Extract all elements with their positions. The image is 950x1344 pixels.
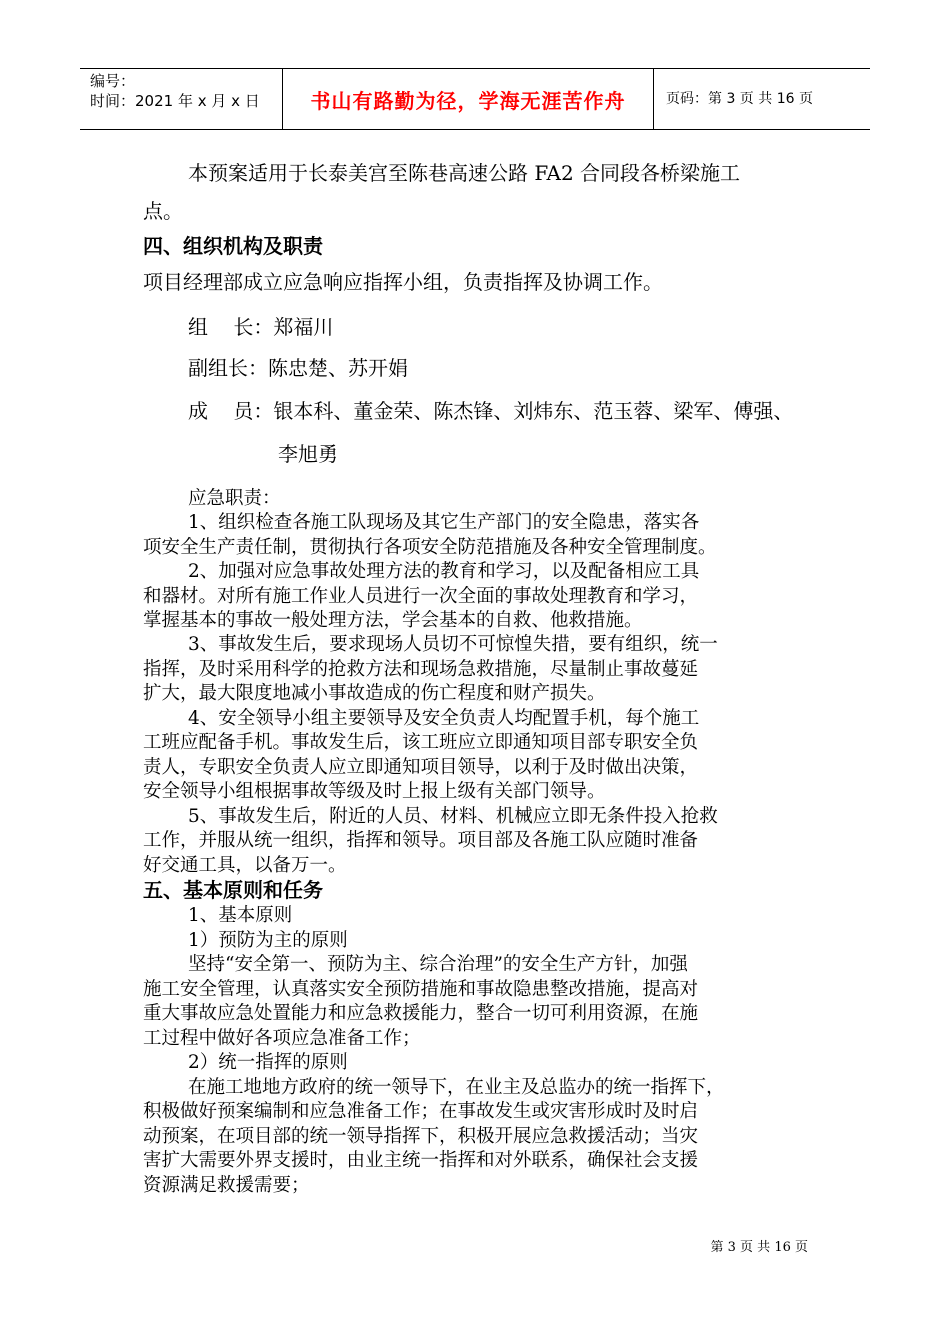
duty-line: 工班应配备手机。事故发生后，该工班应立即通知项目部专职安全负 (143, 732, 699, 753)
duty-line: 责人，专职安全负责人应立即通知项目领导，以利于及时做出决策， (143, 757, 699, 778)
principle-line: 在施工地地方政府的统一领导下，在业主及总监办的统一指挥下， (188, 1077, 725, 1098)
header-meta (80, 69, 282, 129)
leader-line: 组 长：郑福川 (188, 315, 334, 339)
section-heading: 五、基本原则和任务 (143, 878, 323, 902)
duty-line: 扩大，最大限度地减小事故造成的伤亡程度和财产损失。 (143, 683, 606, 704)
duty-line: 2、加强对应急事故处理方法的教育和学习，以及配备相应工具 (188, 561, 700, 582)
principle-line: 坚持“安全第一、预防为主、综合治理”的安全生产方针，加强 (188, 954, 688, 975)
section-heading: 四、组织机构及职责 (143, 234, 323, 258)
section-intro: 项目经理部成立应急响应指挥小组，负责指挥及协调工作。 (143, 270, 663, 294)
principle-line: 积极做好预案编制和应急准备工作；在事故发生或灾害形成时及时启 (143, 1101, 699, 1122)
principle-title: 2）统一指挥的原则 (188, 1052, 348, 1073)
principle-line: 资源满足救援需要； (143, 1175, 310, 1196)
duty-line: 3、事故发生后，要求现场人员切不可惊惶失措，要有组织，统一 (188, 634, 718, 655)
duty-line: 项安全生产责任制，贯彻执行各项安全防范措施及各种安全管理制度。 (143, 537, 717, 558)
header-motto: 书山有路勤为径，学海无涯苦作舟 (310, 89, 626, 113)
duty-line: 指挥，及时采用科学的抢救方法和现场急救措施，尽量制止事故蔓延 (143, 659, 699, 680)
duties-label: 应急职责： (188, 488, 281, 509)
principle-line: 重大事故应急处置能力和应急救援能力，整合一切可利用资源，在施 (143, 1003, 699, 1024)
duty-line: 工作，并服从统一组织，指挥和领导。项目部及各施工队应随时准备 (143, 830, 699, 851)
page-header (80, 68, 870, 130)
subsection-title: 1、基本原则 (188, 905, 293, 926)
principle-line: 施工安全管理，认真落实安全预防措施和事故隐患整改措施，提高对 (143, 979, 699, 1000)
principle-line: 动预案，在项目部的统一领导指挥下，积极开展应急救援活动；当灾 (143, 1126, 699, 1147)
members-line: 成 员：银本科、董金荣、陈杰锋、刘炜东、范玉蓉、梁军、傅强、 (188, 399, 794, 423)
duty-line: 好交通工具，以备万一。 (143, 855, 347, 876)
scope-paragraph-line: 点。 (143, 199, 183, 223)
header-motto-cell (282, 69, 654, 129)
duty-line: 安全领导小组根据事故等级及时上报上级有关部门领导。 (143, 781, 606, 802)
duty-line: 4、安全领导小组主要领导及安全负责人均配置手机，每个施工 (188, 708, 700, 729)
duty-line: 和器材。对所有施工作业人员进行一次全面的事故处理教育和学习， (143, 586, 699, 607)
vice-leader-line: 副组长：陈忠楚、苏开娟 (188, 356, 408, 380)
document-number-label: 编号： (90, 72, 136, 90)
duty-line: 1、组织检查各施工队现场及其它生产部门的安全隐患，落实各 (188, 512, 700, 533)
duty-line: 掌握基本的事故一般处理方法，学会基本的自救、他救措施。 (143, 610, 643, 631)
document-date: 时间：2021 年 x 月 x 日 (90, 92, 260, 110)
page-footer: 第 3 页 共 16 页 (710, 1240, 808, 1255)
duty-line: 5、事故发生后，附近的人员、材料、机械应立即无条件投入抢救 (188, 806, 718, 827)
principle-line: 害扩大需要外界支援时，由业主统一指挥和对外联系，确保社会支援 (143, 1150, 699, 1171)
scope-paragraph-line: 本预案适用于长泰美宫至陈巷高速公路 FA2 合同段各桥梁施工 (188, 161, 741, 185)
principle-line: 工过程中做好各项应急准备工作； (143, 1028, 421, 1049)
header-page-info: 页码：第 3 页 共 16 页 (666, 91, 813, 107)
principle-title: 1）预防为主的原则 (188, 930, 348, 951)
members-line: 李旭勇 (278, 442, 338, 466)
